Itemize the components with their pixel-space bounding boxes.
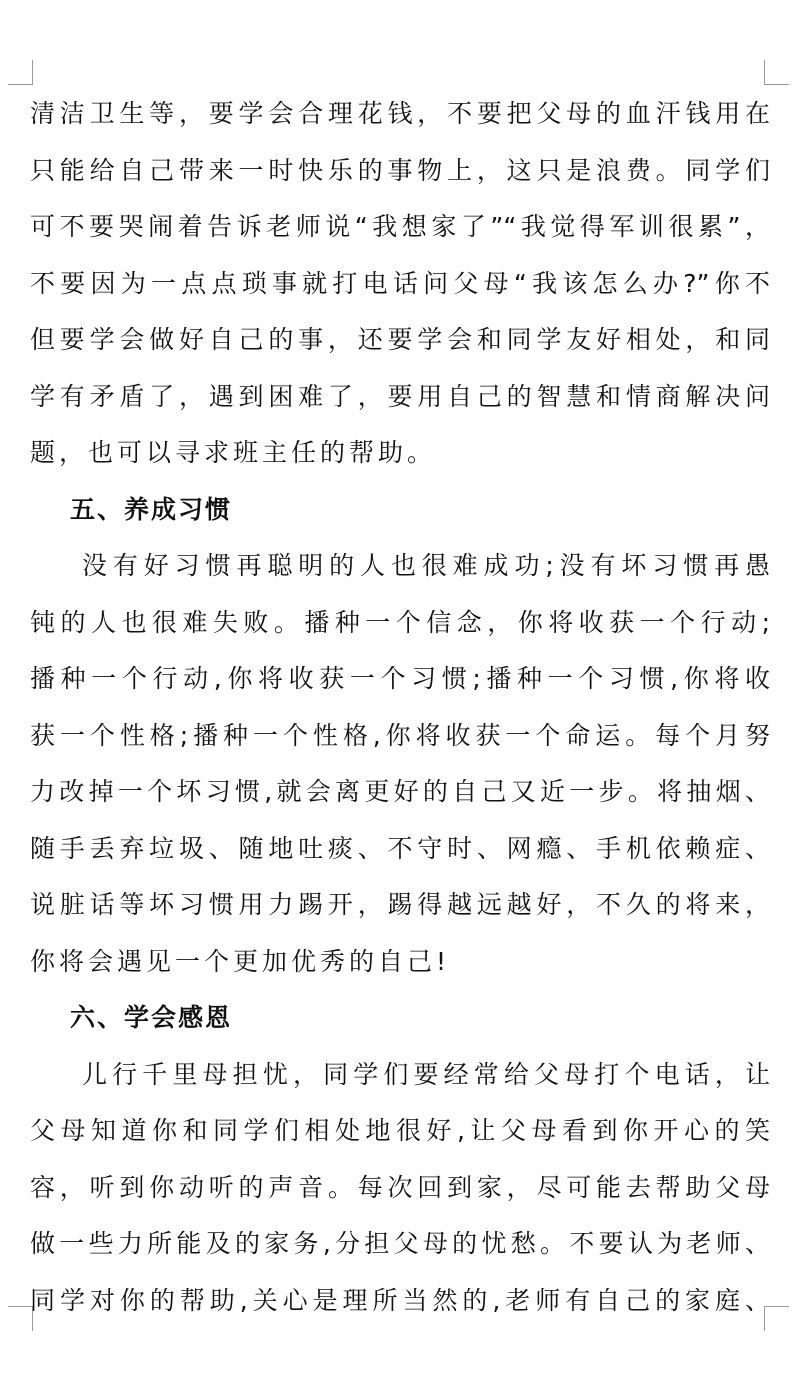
crop-mark-top-right: [764, 60, 789, 85]
text-line: 不要因为一点点琐事就打电话问父母“我该怎么办?”你不: [30, 268, 770, 298]
document-body: [30, 86, 770, 1329]
text-line: 你将会遇见一个更加优秀的自己!: [30, 946, 451, 976]
text-line: 力改掉一个坏习惯,就会离更好的自己又近一步。将抽烟、: [30, 777, 770, 806]
text-line: 说脏话等坏习惯用力踢开，踢得越远越好，不久的将来，: [30, 890, 770, 919]
text-line: 父母知道你和同学们相处地很好,让父母看到你开心的笑: [30, 1116, 770, 1145]
text-line: 学有矛盾了，遇到困难了，要用自己的智慧和情商解决问: [30, 381, 770, 411]
text-line: 播种一个行动,你将收获一个习惯;播种一个习惯,你将收: [30, 664, 770, 693]
text-line: 同学对你的帮助,关心是理所当然的,老师有自己的家庭、: [30, 1285, 770, 1315]
paragraph-first-line: 没有好习惯再聪明的人也很难成功;没有坏习惯再愚: [82, 551, 770, 580]
text-line: 随手丢弃垃圾、随地吐痰、不守时、网瘾、手机依赖症、: [30, 833, 770, 863]
crop-mark-top-left: [8, 60, 33, 85]
text-line: 获一个性格;播种一个性格,你将收获一个命运。每个月努: [30, 720, 770, 750]
text-line: 钝的人也很难失败。播种一个信念，你将收获一个行动;: [30, 607, 770, 637]
text-line: 容，听到你动听的声音。每次回到家，尽可能去帮助父母: [30, 1172, 770, 1202]
paragraph-first-line: 儿行千里母担忧，同学们要经常给父母打个电话，让: [82, 1059, 770, 1089]
section-heading: 五、养成习惯: [70, 494, 233, 524]
text-line: 只能给自己带来一时快乐的事物上，这只是浪费。同学们: [30, 155, 770, 185]
section-heading: 六、学会感恩: [70, 1003, 233, 1032]
text-line: 做一些力所能及的家务,分担父母的忧愁。不要认为老师、: [30, 1229, 770, 1258]
text-line: 题，也可以寻求班主任的帮助。: [30, 438, 437, 467]
text-line: 可不要哭闹着告诉老师说“我想家了”“我觉得军训很累”，: [30, 212, 770, 241]
text-line: 但要学会做好自己的事，还要学会和同学友好相处，和同: [30, 325, 770, 354]
text-line: 清洁卫生等，要学会合理花钱，不要把父母的血汗钱用在: [30, 99, 770, 128]
